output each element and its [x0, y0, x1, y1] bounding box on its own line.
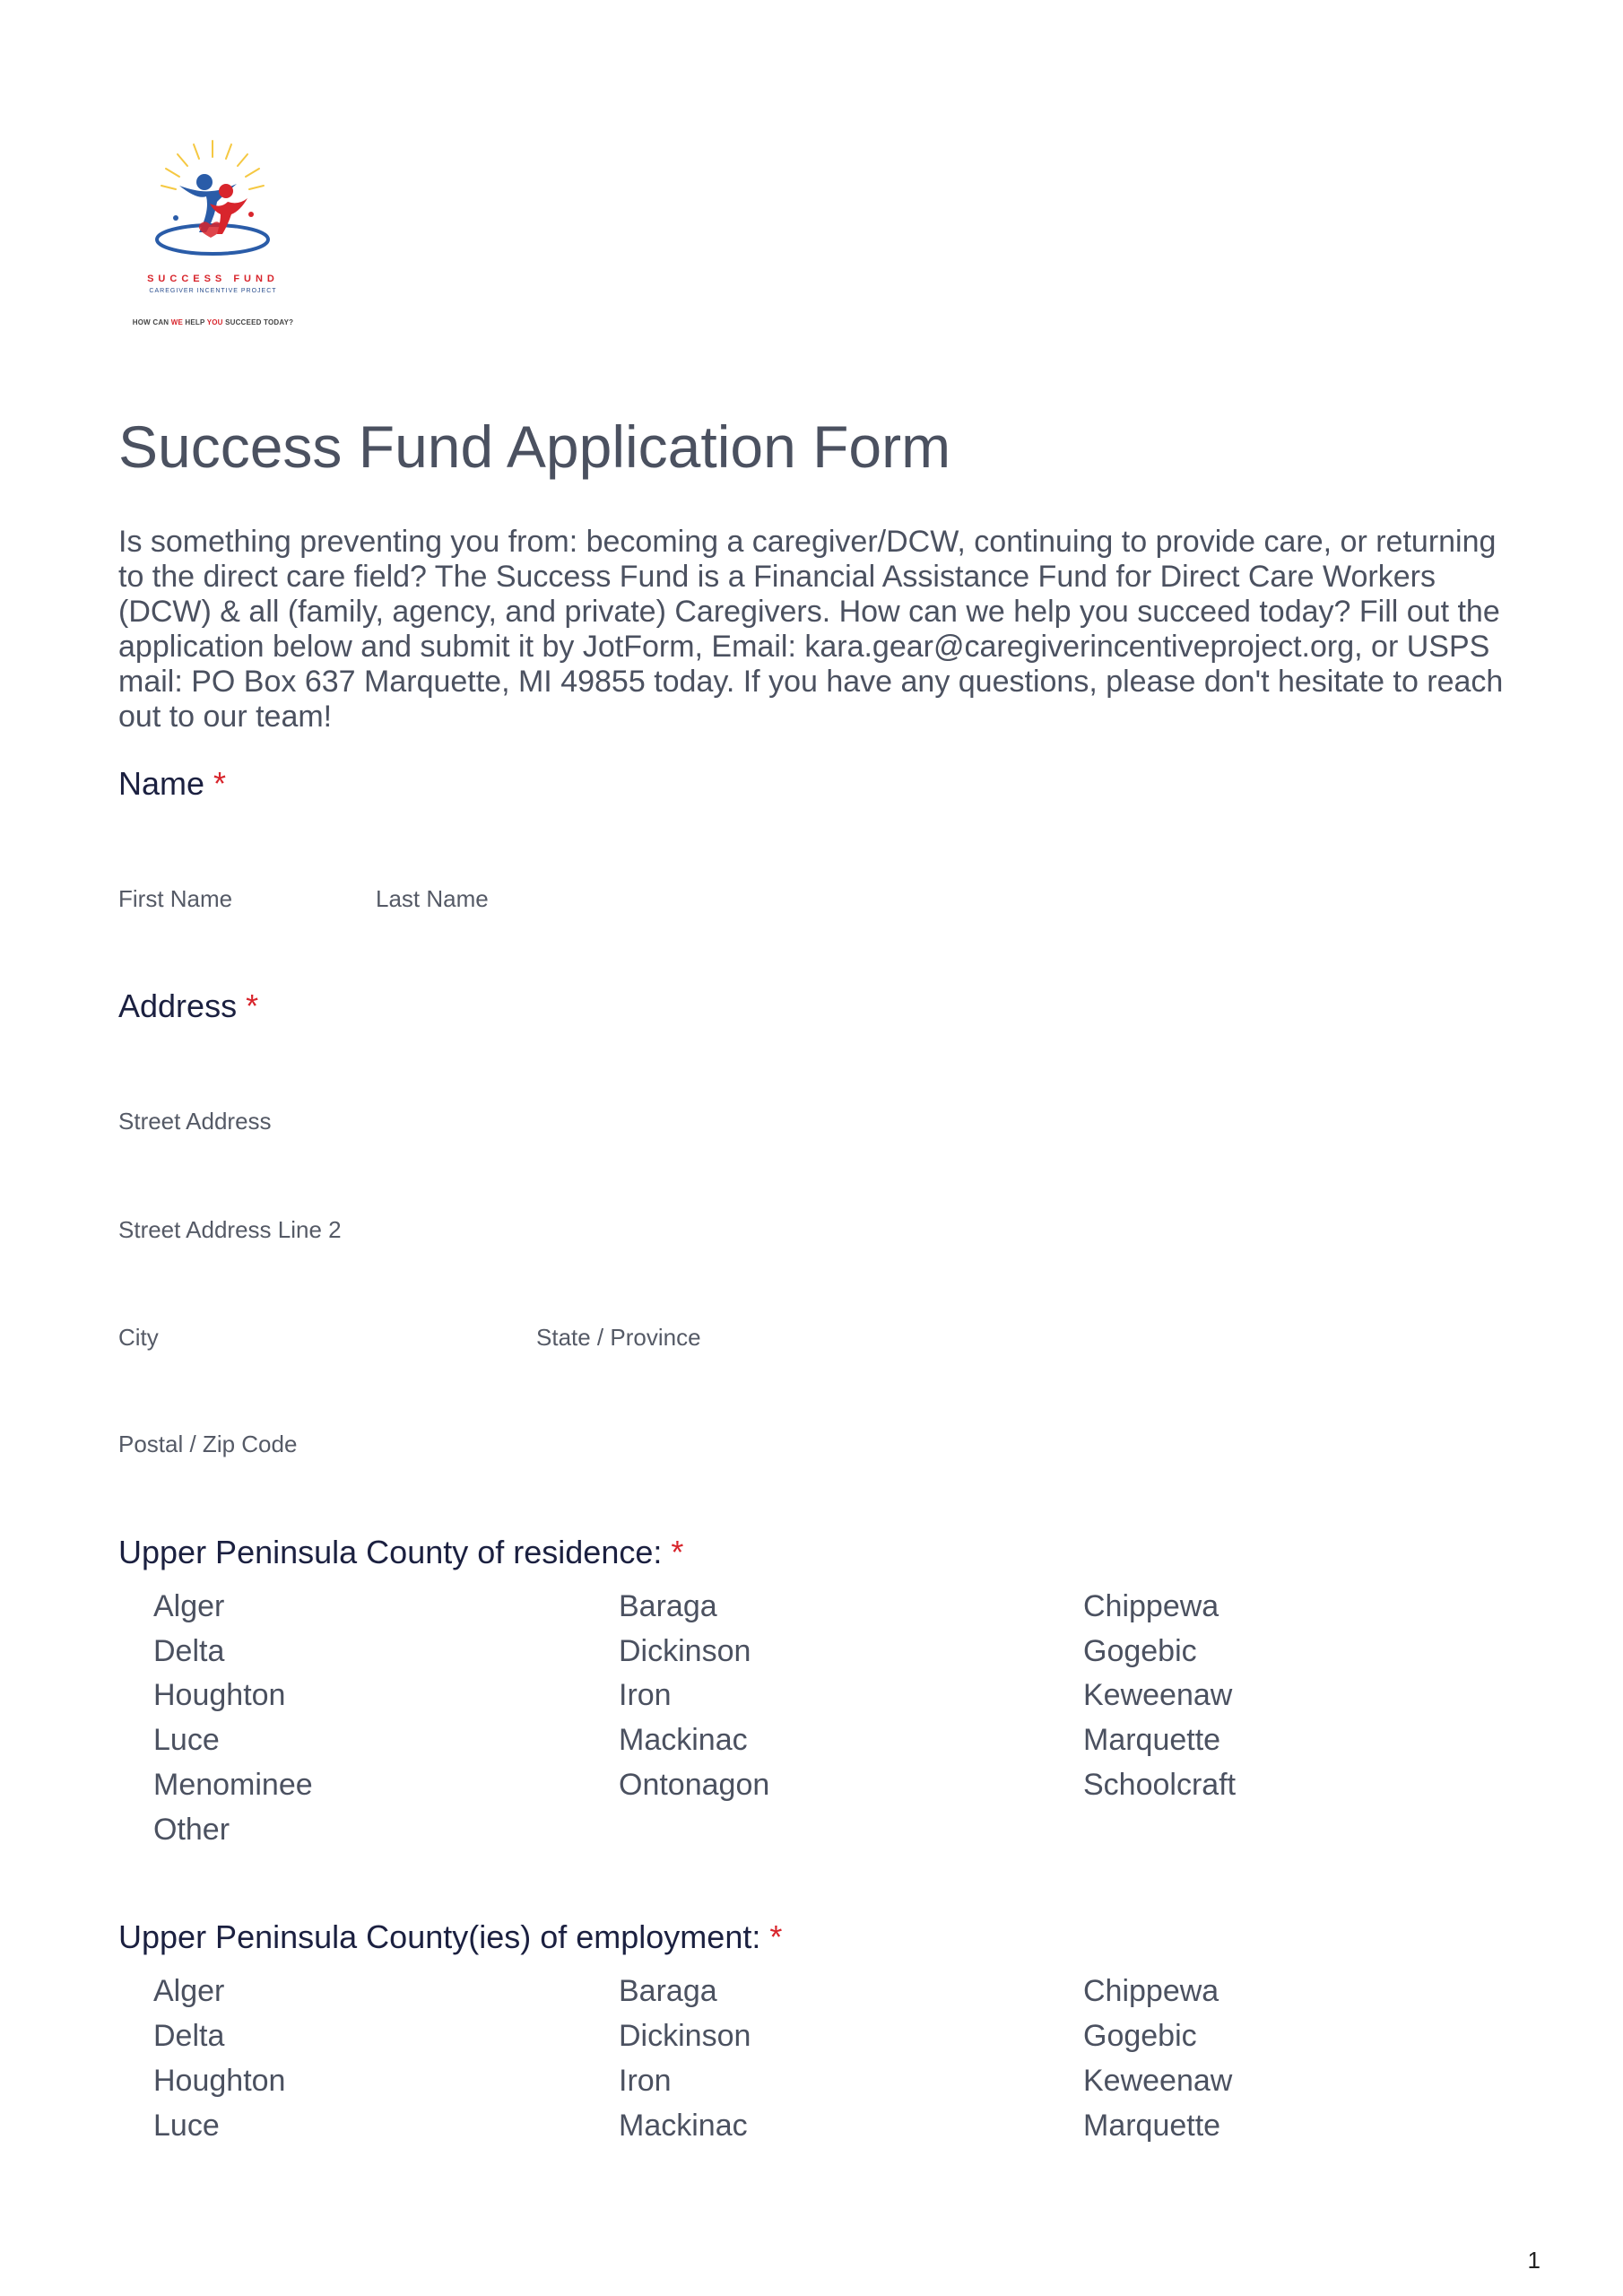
- last-name-field[interactable]: Last Name: [376, 885, 489, 912]
- first-name-field[interactable]: First Name: [118, 885, 233, 912]
- employment-option[interactable]: Delta: [153, 2019, 225, 2053]
- residence-option[interactable]: Iron: [619, 1678, 672, 1712]
- residence-county-label: Upper Peninsula County of residence: *: [118, 1534, 684, 1570]
- success-fund-logo: [117, 139, 309, 336]
- employment-option[interactable]: Gogebic: [1083, 2019, 1197, 2053]
- residence-option[interactable]: Gogebic: [1083, 1634, 1197, 1668]
- logo-subtitle-text: CAREGIVER INCENTIVE PROJECT: [149, 288, 277, 294]
- employment-option[interactable]: Dickinson: [619, 2019, 751, 2053]
- employment-option[interactable]: Alger: [153, 1974, 225, 2008]
- residence-option[interactable]: Menominee: [153, 1768, 313, 1802]
- required-mark: *: [246, 987, 259, 1024]
- logo-brand-text: SUCCESS FUND: [147, 274, 279, 284]
- employment-option[interactable]: Chippewa: [1083, 1974, 1219, 2008]
- address-question-label: Address *: [118, 987, 259, 1024]
- residence-option[interactable]: Luce: [153, 1723, 220, 1757]
- residence-option[interactable]: Baraga: [619, 1589, 717, 1623]
- employment-option[interactable]: Keweenaw: [1083, 2064, 1233, 2098]
- residence-option[interactable]: Delta: [153, 1634, 225, 1668]
- residence-option[interactable]: Mackinac: [619, 1723, 748, 1757]
- residence-option[interactable]: Ontonagon: [619, 1768, 770, 1802]
- form-intro-text: Is something preventing you from: becoming a caregiver/DCW, continuing to provide care, or returning to the direct care field? The Success Fund is a Financial Assistance Fund for Direct Care Workers (DCW) & all (family, agency, and private) Caregivers. How can we help you succeed today? Fill out the application below and submit it by JotForm, Email: kara.gear@caregiverincentiveproject.org, or USPS mail: PO Box 637 Marquette, MI 49855 today. If you have any questions, please don't hesitate to reach out to our team!: [118, 525, 1504, 734]
- postal-zip-field[interactable]: Postal / Zip Code: [118, 1431, 298, 1457]
- page-title: Success Fund Application Form: [118, 413, 951, 480]
- required-mark: *: [671, 1534, 684, 1570]
- residence-option[interactable]: Chippewa: [1083, 1589, 1219, 1623]
- city-field[interactable]: City: [118, 1324, 159, 1351]
- employment-option[interactable]: Marquette: [1083, 2109, 1221, 2143]
- residence-option[interactable]: Other: [153, 1813, 230, 1847]
- state-province-field[interactable]: State / Province: [536, 1324, 701, 1351]
- page-number: 1: [1527, 2247, 1541, 2274]
- name-question-label: Name *: [118, 765, 227, 802]
- required-mark: *: [769, 1918, 783, 1955]
- residence-option[interactable]: Keweenaw: [1083, 1678, 1233, 1712]
- street-address-field[interactable]: Street Address: [118, 1108, 272, 1135]
- residence-option[interactable]: Houghton: [153, 1678, 286, 1712]
- street-address-line2-field[interactable]: Street Address Line 2: [118, 1216, 342, 1243]
- required-mark: *: [213, 765, 227, 802]
- residence-option[interactable]: Schoolcraft: [1083, 1768, 1237, 1802]
- residence-option[interactable]: Dickinson: [619, 1634, 751, 1668]
- residence-option[interactable]: Marquette: [1083, 1723, 1221, 1757]
- employment-option[interactable]: Houghton: [153, 2064, 286, 2098]
- residence-option[interactable]: Alger: [153, 1589, 225, 1623]
- employment-option[interactable]: Mackinac: [619, 2109, 748, 2143]
- employment-option[interactable]: Iron: [619, 2064, 672, 2098]
- employment-option[interactable]: Baraga: [619, 1974, 717, 2008]
- logo-tagline: HOW CAN WE HELP YOU SUCCEED TODAY?: [132, 318, 294, 326]
- employment-county-label: Upper Peninsula County(ies) of employment: *: [118, 1918, 783, 1955]
- logo-graphic-icon: [117, 139, 309, 274]
- employment-option[interactable]: Luce: [153, 2109, 220, 2143]
